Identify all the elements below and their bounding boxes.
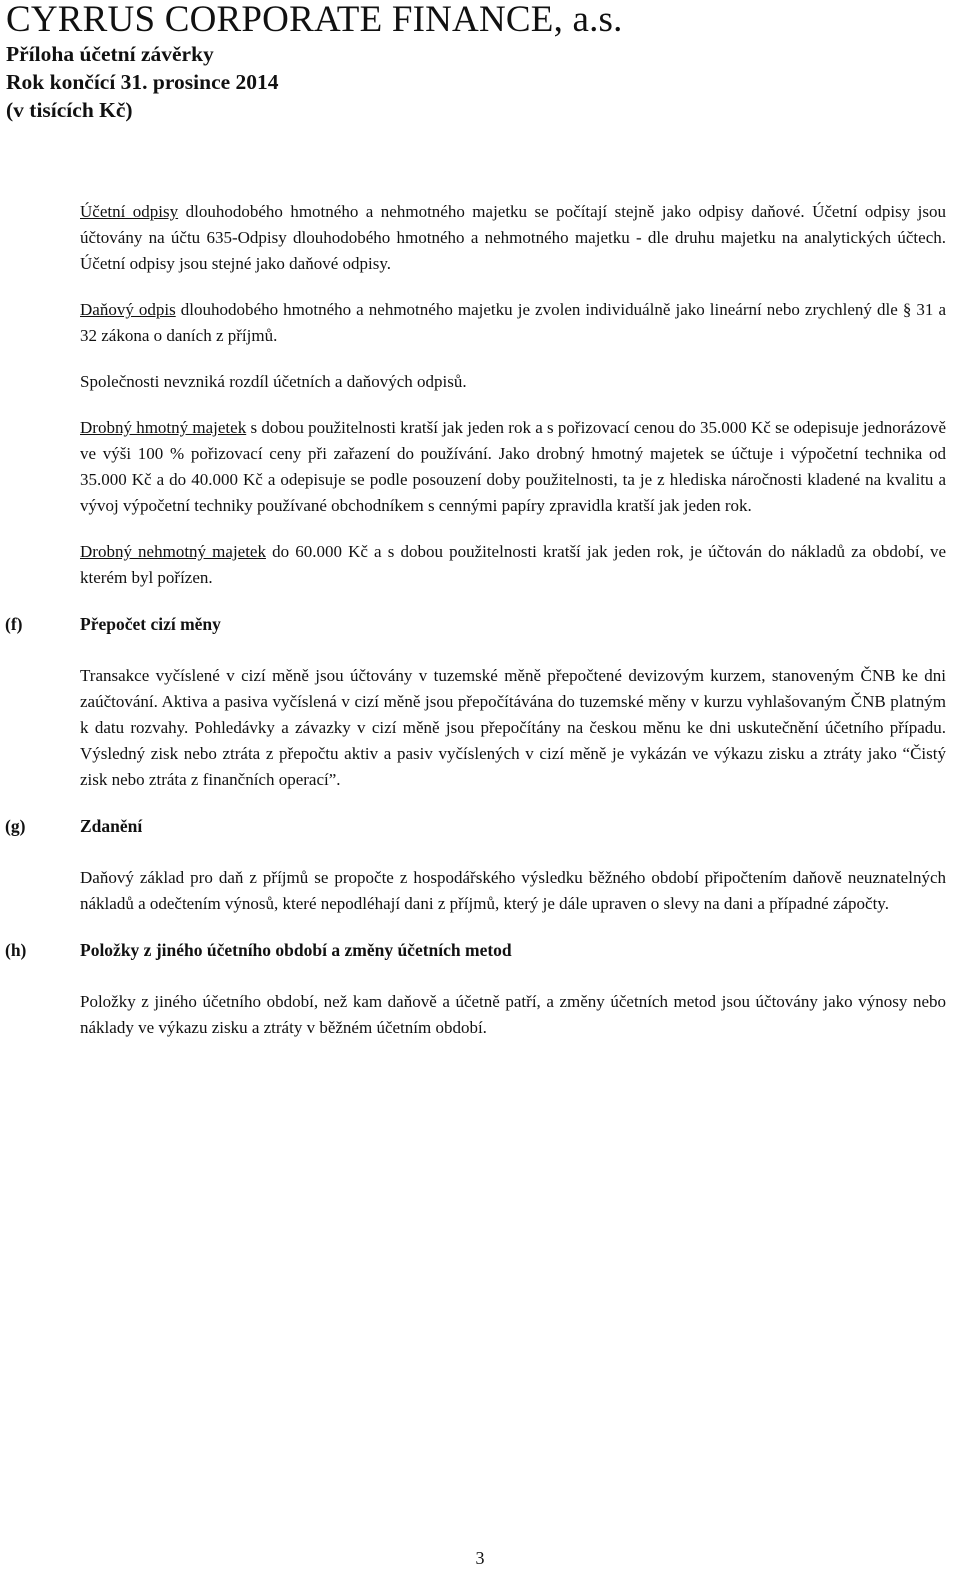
section-text: Položky z jiného účetního období, než kam daňově a účetně patří, a změny účetních metod jsou účtovány jako výnosy nebo náklady ve výkazu zisku a ztráty v běžném účetním období.: [80, 992, 946, 1037]
paragraph-no-difference: [80, 369, 946, 395]
term-small-tangible-assets: Drobný hmotný majetek: [80, 418, 247, 437]
section-text: Transakce vyčíslené v cizí měně jsou účtovány v tuzemské měně přepočtené devizovým kurzem, stanoveným ČNB ke dni zaúčtování. Aktiva a pasiva vyčíslená v cizí měně jsou přepočítávána do tuzemské měny v kurzu vyhlašovaným ČNB platným k datu rozvahy. Pohledávky a závazky v cizí měně jsou přepočítány na českou měnu ke dni uskutečnění účetního případu. Výsledný zisk nebo ztráta z přepočtu aktiv a pasiv vyčíslených v cizí měně je vykázán ve výkazu zisku a ztráty jako “Čistý zisk nebo ztráta z finančních operací”.: [80, 666, 946, 789]
currency-unit-line: (v tisících Kč): [6, 98, 133, 122]
section-heading: Položky z jiného účetního období a změny účetních metod: [80, 940, 512, 960]
paragraph-text: dlouhodobého hmotného a nehmotného majetku je zvolen individuálně jako lineární nebo zrychlený dle § 31 a 32 zákona o daních z příjmů.: [80, 300, 946, 345]
section-text: Daňový základ pro daň z příjmů se propočte z hospodářského výsledku běžného období připočtením daňově neuznatelných nákladů a odečtením výnosů, které nepodléhají dani z příjmů, který je dále upraven o slevy na dani a případné zápočty.: [80, 868, 946, 913]
paragraph-small-tangible-assets: [80, 415, 946, 519]
document-title: Příloha účetní závěrky: [6, 42, 214, 66]
term-tax-depreciation: Daňový odpis: [80, 300, 176, 319]
section-marker: (f): [5, 614, 23, 634]
page-number: 3: [475, 1548, 485, 1568]
paragraph-text: dlouhodobého hmotného a nehmotného majetku se počítají stejně jako odpisy daňové. Účetní odpisy jsou účtovány na účtu 635-Odpisy dlouhodobého hmotného a nehmotného majetku - dle druhu majetku na analytických účtech. Účetní odpisy jsou stejné jako daňové odpisy.: [80, 202, 946, 273]
section-heading: Přepočet cizí měny: [80, 614, 221, 634]
section-heading: Zdanění: [80, 816, 143, 836]
term-accounting-depreciation: Účetní odpisy: [80, 202, 179, 221]
period-line: Rok končící 31. prosince 2014: [6, 70, 279, 94]
paragraph-text: do 60.000 Kč a s dobou použitelnosti kratší jak jeden rok, je účtován do nákladů za období, ve kterém byl pořízen.: [80, 542, 946, 587]
paragraph-tax-depreciation: [80, 297, 946, 349]
document-body: [5, 199, 946, 1061]
company-name: CYRRUS CORPORATE FINANCE, a.s.: [6, 0, 623, 40]
section-prior-period-items: [5, 937, 946, 1041]
paragraph-accounting-depreciation: [80, 199, 946, 277]
paragraph-text: Společnosti nevzniká rozdíl účetních a daňových odpisů.: [80, 372, 467, 391]
paragraph-text: s dobou použitelnosti kratší jak jeden rok a s pořizovací cenou do 35.000 Kč se odepisuje jednorázově ve výši 100 % pořizovací ceny při zařazení do používání. Jako drobný hmotný majetek se účtuje i výpočetní technika od 35.000 Kč a do 40.000 Kč a odepisuje se podle posouzení doby použitelnosti, ta je z hlediska náročnosti kladené na kvalitu a vývoj výpočetní techniky používané obchodníkem s cennými papíry zpravidla kratší jak jeden rok.: [80, 418, 946, 515]
term-small-intangible-assets: Drobný nehmotný majetek: [80, 542, 266, 561]
document-header: [6, 0, 946, 124]
section-taxation: [5, 813, 946, 917]
section-marker: (g): [5, 816, 26, 836]
section-foreign-currency: [5, 611, 946, 793]
section-marker: (h): [5, 940, 27, 960]
paragraph-small-intangible-assets: [80, 539, 946, 591]
